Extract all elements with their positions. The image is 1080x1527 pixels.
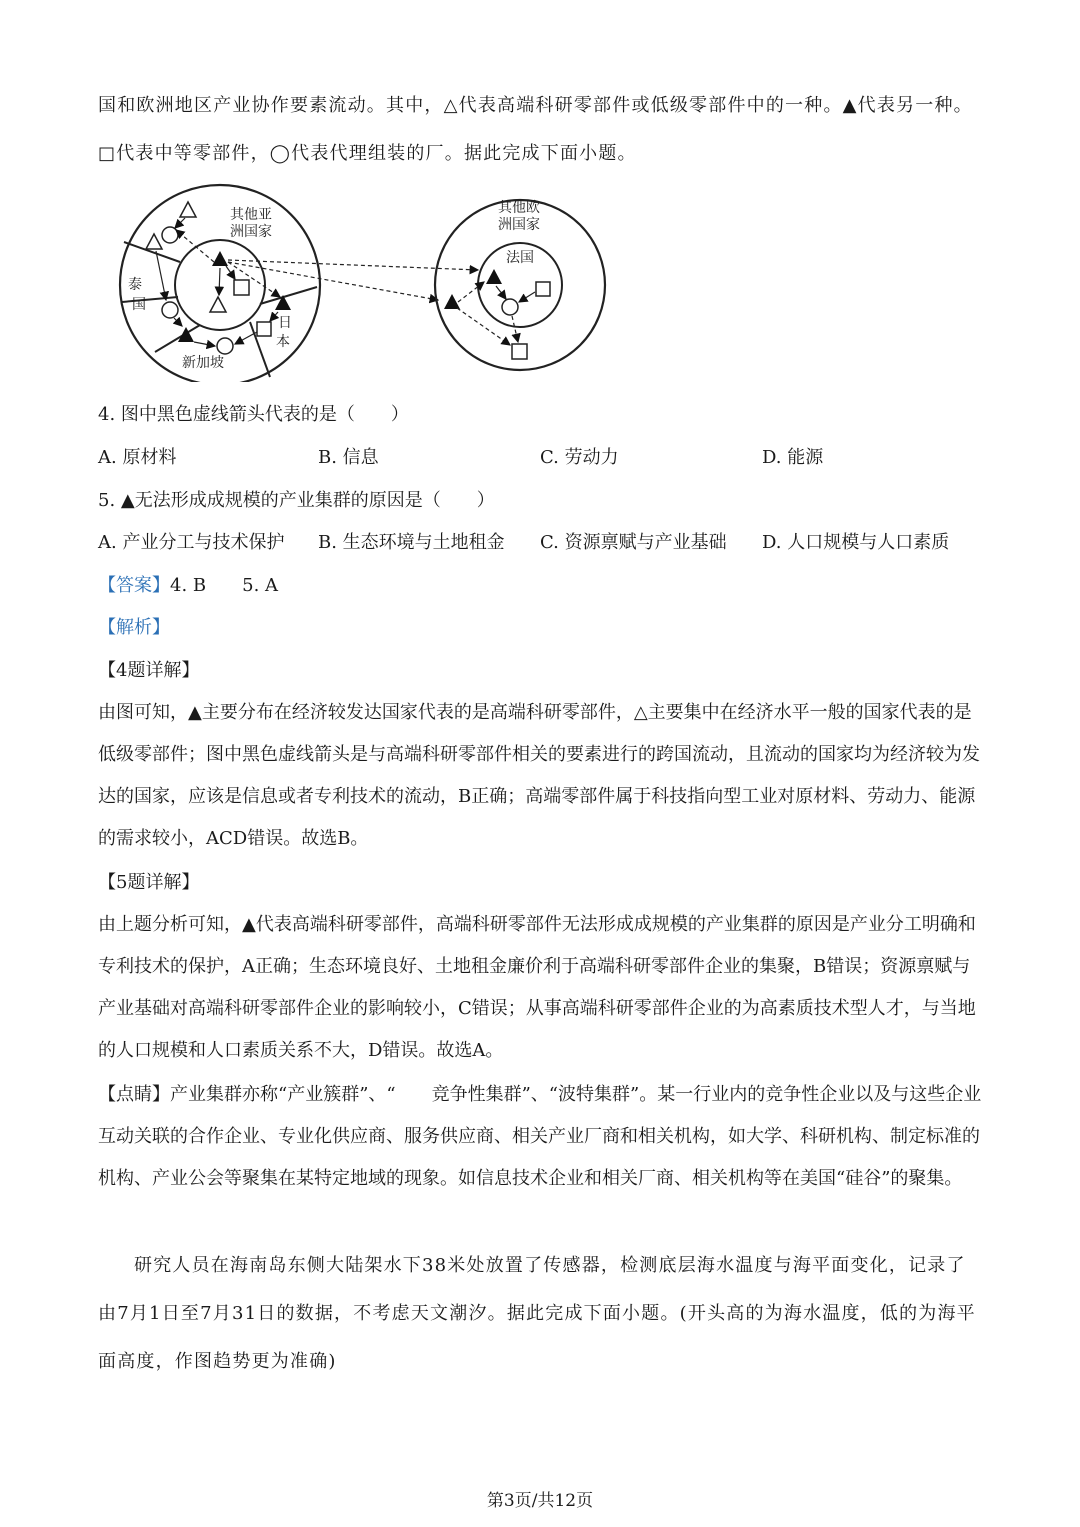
asia-label-2: 洲国家 — [230, 224, 272, 240]
hollow-triangle-symbol — [210, 297, 226, 312]
q5-option-b: B. 生态环境与土地租金 — [318, 532, 505, 553]
japan-label-1: 日 — [278, 315, 292, 331]
hollow-square-symbol — [257, 322, 271, 336]
japan-label-2: 本 — [276, 334, 290, 350]
q4-option-c: C. 劳动力 — [540, 447, 619, 468]
question-4-stem: 4. 图中黑色虚线箭头代表的是（ ） — [98, 404, 409, 425]
industry-cooperation-diagram — [110, 182, 610, 382]
point-text: 产业集群亦称“产业簇群”、“ 竞争性集群”、“波特集群”。某一行业内的竞争性企业以及与这些企业互动关联的合作企业、专业化供应商、服务供应商、相关产业厂商和相关机构，如大学、科研机构、制定标准的机构、产业公会等聚集在某特定地域的现象。如信息技术企业和相关厂商、相关机构等在美国“硅谷”的聚集。 — [98, 1084, 982, 1189]
france-label: 法国 — [506, 250, 534, 266]
question-5-stem: 5. ▲无法形成成规模的产业集群的原因是（ ） — [98, 490, 495, 511]
hollow-square-symbol — [536, 282, 550, 296]
q5-detail-text: 由上题分析可知，▲代表高端科研零部件，高端科研零部件无法形成成规模的产业集群的原因是产业分工明确和专利技术的保护，A正确；生态环境良好、土地租金廉价利于高端科研零部件企业的集聚，B错误；资源禀赋与产业基础对高端科研零部件企业的影响较小，C错误；从事高端科研零部件企业的为高素质技术型人才，与当地的人口规模和人口素质关系不大，D错误。故选A。 — [98, 914, 976, 1061]
singapore-label: 新加坡 — [182, 355, 224, 371]
hollow-square-symbol — [234, 280, 249, 295]
q4-option-b: B. 信息 — [318, 447, 379, 468]
q4-detail-heading: 【4题详解】 — [98, 660, 200, 681]
answer-label: 【答案】 — [98, 575, 170, 596]
hollow-circle-symbol — [502, 299, 518, 315]
filled-triangle-symbol — [275, 295, 291, 310]
filled-triangle-symbol — [212, 251, 228, 266]
q5-option-a: A. 产业分工与技术保护 — [98, 532, 285, 553]
filled-triangle-symbol — [444, 294, 460, 309]
europe-label-1: 其他欧 — [498, 200, 540, 216]
hollow-triangle-symbol — [146, 234, 162, 249]
q5-detail-heading: 【5题详解】 — [98, 872, 200, 893]
next-question-intro: 研究人员在海南岛东侧大陆架水下38米处放置了传感器，检测底层海水温度与海平面变化，记录了由7月1日至7月31日的数据，不考虑天文潮汐。据此完成下面小题。(开头高的为海水温度，低的为海平面高度，作图趋势更为准确) — [98, 1255, 976, 1372]
filled-triangle-symbol — [486, 269, 502, 284]
point-paragraph — [98, 1074, 984, 1200]
thailand-label-2: 国 — [132, 297, 146, 313]
q4-detail-text: 由图可知，▲主要分布在经济较发达国家代表的是高端科研零部件，△主要集中在经济水平一般的国家代表的是低级零部件；图中黑色虚线箭头是与高端科研零部件相关的要素进行的跨国流动，且流动的国家均为经济较为发达的国家，应该是信息或者专利技术的流动，B正确；高端零部件属于科技指向型工业对原材料、劳动力、能源的需求较小，ACD错误。故选B。 — [98, 702, 980, 849]
intro-paragraph: 国和欧洲地区产业协作要素流动。其中，△代表高端科研零部件或低级零部件中的一种。▲代表另一种。□代表中等零部件，◯代表代理组装的厂。据此完成下面小题。 — [98, 95, 973, 164]
answer-line — [98, 571, 278, 601]
hollow-circle-symbol — [162, 227, 178, 243]
q5-option-d: D. 人口规模与人口素质 — [762, 532, 950, 553]
hollow-triangle-symbol — [180, 202, 196, 217]
q4-option-a: A. 原材料 — [98, 447, 177, 468]
asia-label-1: 其他亚 — [230, 207, 272, 223]
q4-option-d: D. 能源 — [762, 447, 824, 468]
thailand-label-1: 泰 — [128, 277, 142, 293]
hollow-circle-symbol — [217, 338, 233, 354]
q5-option-c: C. 资源禀赋与产业基础 — [540, 532, 727, 553]
page-footer: 第3页/共12页 — [486, 1491, 594, 1511]
europe-label-2: 洲国家 — [498, 217, 540, 233]
hollow-square-symbol — [512, 344, 527, 359]
hollow-circle-symbol — [162, 302, 178, 318]
analysis-label: 【解析】 — [98, 617, 170, 638]
answer-value: 4. B 5. A — [170, 575, 279, 596]
point-label: 【点睛】 — [98, 1084, 170, 1105]
